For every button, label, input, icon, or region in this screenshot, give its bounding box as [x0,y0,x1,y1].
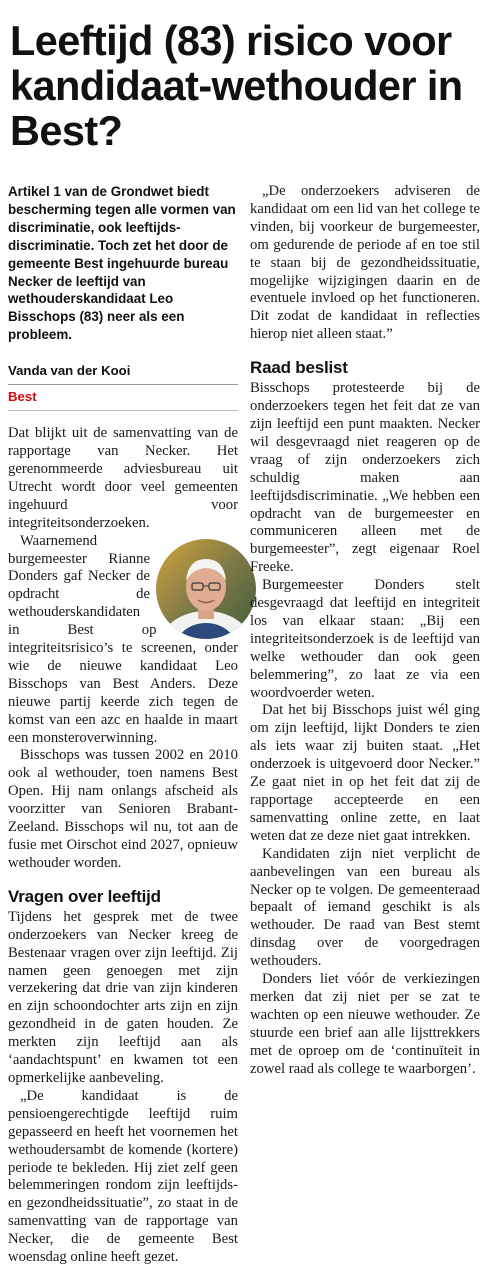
body-paragraph: Kandidaten zijn niet verplicht de aanbevelingen van een bureau als Necker op te volgen. De gemeenteraad bepaalt of iemand geschikt is als wethouder. De raad van Best stemt dinsdag over de voorgedragen wethouders. [250,845,480,970]
byline-divider [8,384,238,385]
body-paragraph: Dat het bij Bisschops juist wél ging om zijn leeftijd, lijkt Donders te zien als iets waar zij buiten staat. „Het onderzoek is uitgevoerd door Necker.” Ze gaat niet in op het feit dat zij de rapportage accepteerde en een samenvatting online zette, en laat weten dat ze deze niet gaat intrekken. [250,702,480,844]
body-paragraph: Bisschops was tussen 2002 en 2010 ook al wethouder, toen namens Best Open. Hij nam onlangs afscheid als voorzitter van Senioren Brabant-Zeeland. Bisschops wil nu, tot aan de fusie met Oirschot eind 2027, opnieuw wethouder worden. [8,747,238,871]
portrait-image [156,535,256,643]
body-paragraph: „De onderzoekers adviseren de kandidaat om een lid van het college te vinden, bij voorkeur de burgemeester, om gedurende de periode af en toe stil te staan bij de gezondheidssituatie, mogelijke wijzigingen daarin en de eventuele invloed op het functioneren. Dit zodat de kandidaat in reflecties hierop niet alleen staat.” [250,183,480,343]
location-tag: Best [8,389,37,405]
body-paragraph: Dat blijkt uit de samenvatting van de rapportage van Necker. Het gerenommeerde adviesbureau uit Utrecht wordt door veel gemeenten ingehuurd voor integriteitsonderzoeken. [8,425,238,531]
headline: Leeftijd (83) risico voor kandidaat-wethouder in Best? [10,17,463,154]
body-paragraph: Donders liet vóór de verkiezingen merken dat zij niet per se zat te wachten op een nieuwe wethouder. Ze stuurde een brief aan alle lijsttrekkers met de oproep om de ‘continuïteit in zowel raad als college te waarborgen’. [250,971,480,1077]
body-paragraph: Burgemeester Donders stelt desgevraagd dat leeftijd en integriteit los van elkaar staan: „Bij een integriteitsonderzoek is de leeftijd van welke wethouder dan ook geen belemmering”, zo laat ze via een woordvoerder weten. [250,577,480,701]
body-paragraph: Tijdens het gesprek met de twee onderzoekers van Necker kreeg de Bestenaar vragen over zijn leeftijd. Zij namen geen genoegen met zijn verzekering dat drie van zijn kinderen en zijn schoondochter arts zijn en zijn gezondheid in de gaten houden. Ze merkten zijn leeftijd aan als ‘aandachtspunt’ en kwamen tot een opmerkelijke aanbeveling. [8,908,238,1086]
body-paragraph: Waarnemend burgemeester Rianne Donders gaf Necker de opdracht de wethouderskandidaten in Best op integriteitsrisico’s te screenen, onder wie de nieuwe kandidaat Leo Bisschops van Best Anders. Deze nieuwe partij keerde zich tegen de komst van een azc en haalde in maart een monsteroverwinning. [8,533,238,748]
location-divider [8,410,238,411]
author-byline: Vanda van der Kooi [8,363,131,379]
column-right [250,183,480,1079]
body-paragraph: Bisschops protesteerde bij de onderzoekers tegen het feit dat ze van zijn leeftijd een punt maakten. Necker wil desgevraagd niet reageren op de vraag of zijn onderzoekers zich schuldig maken aan leeftijdsdiscriminatie. „We hebben een opdracht van de burgemeester en communiceren alleen met de burgemeester”, zegt eigenaar Roel Freeke. [250,380,480,576]
subheading-council-decides: Raad beslist [250,358,348,378]
body-paragraph: „De kandidaat is de pensioengerechtigde leeftijd ruim gepasseerd en heeft het voornemen het wethoudersambt de komende (kortere) periode te bekleden. Hij ziet zelf geen belemmeringen rondom zijn leeftijds- en gezondheidssituatie”, zo staat in de samenvatting van de rapportage van Necker, die de gemeente Best woensdag online heeft gezet. [8,1087,238,1266]
column-left [8,183,238,1267]
intro-paragraph: Artikel 1 van de Grondwet biedt bescherming tegen alle vormen van discriminatie, ook leeftijds-discriminatie. Toch zet het door de gemeente Best ingehuurde bureau Necker de leeftijd van wethouderskandidaat Leo Bisschops (83) neer als een probleem. [8,184,236,343]
portrait-photo [156,535,256,643]
subheading-age-questions: Vragen over leeftijd [8,886,161,906]
